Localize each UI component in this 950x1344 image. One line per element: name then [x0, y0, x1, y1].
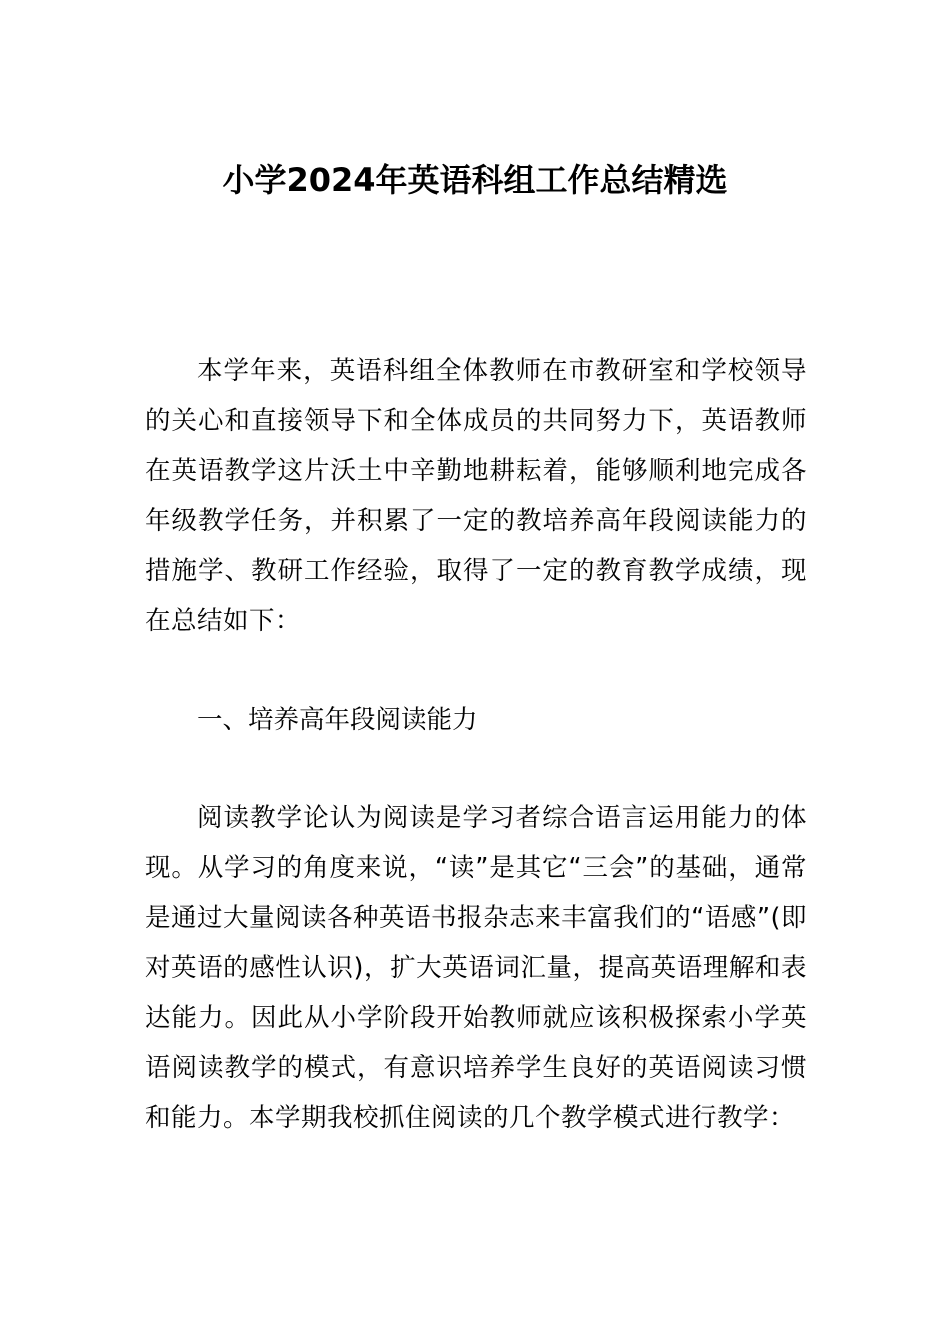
intro-paragraph: 本学年来，英语科组全体教师在市教研室和学校领导的关心和直接领导下和全体成员的共同努力下，英语教师在英语教学这片沃土中辛勤地耕耘着，能够顺利地完成各年级教学任务，并积累了一定的教培养高年段阅读能力的措施学、教研工作经验，取得了一定的教育教学成绩，现在总结如下： [145, 356, 807, 636]
section-heading: 一、培养高年段阅读能力 [197, 705, 478, 735]
document-title: 小学2024年英语科组工作总结精选 [222, 161, 728, 199]
section-paragraph: 阅读教学论认为阅读是学习者综合语言运用能力的体现。从学习的角度来说，“读”是其它“三会”的基础，通常是通过大量阅读各种英语书报杂志来丰富我们的“语感”(即对英语的感性认识)，扩大英语词汇量，提高英语理解和表达能力。因此从小学阶段开始教师就应该积极探索小学英语阅读教学的模式，有意识培养学生良好的英语阅读习惯和能力。本学期我校抓住阅读的几个教学模式进行教学： [145, 803, 807, 1133]
